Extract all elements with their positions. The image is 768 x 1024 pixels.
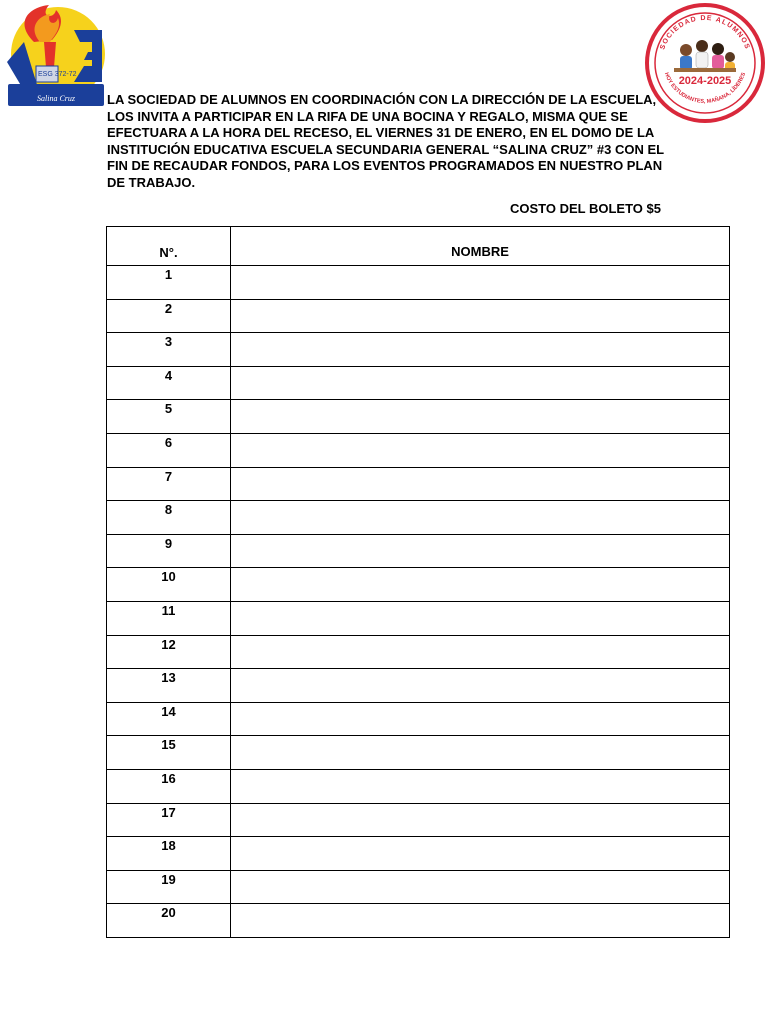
row-name-cell[interactable] xyxy=(231,299,730,333)
row-name-cell[interactable] xyxy=(231,870,730,904)
row-name-cell[interactable] xyxy=(231,769,730,803)
table-row xyxy=(107,669,730,703)
row-number: 14 xyxy=(107,702,231,736)
seal-ring-text: SOCIEDAD DE ALUMNOS xyxy=(659,14,751,51)
table-row xyxy=(107,736,730,770)
row-name-cell[interactable] xyxy=(231,333,730,367)
table-row xyxy=(107,467,730,501)
school-logo-code: ESG 372-72 xyxy=(38,71,77,78)
header-name: NOMBRE xyxy=(231,227,730,266)
table-row xyxy=(107,870,730,904)
row-number: 3 xyxy=(107,333,231,367)
row-number: 19 xyxy=(107,870,231,904)
row-number: 10 xyxy=(107,568,231,602)
row-number: 13 xyxy=(107,669,231,703)
row-number: 15 xyxy=(107,736,231,770)
raffle-table xyxy=(106,226,730,938)
table-row xyxy=(107,534,730,568)
row-number: 20 xyxy=(107,904,231,938)
row-number: 11 xyxy=(107,601,231,635)
table-header-row xyxy=(107,227,730,266)
row-name-cell[interactable] xyxy=(231,669,730,703)
row-number: 6 xyxy=(107,433,231,467)
table-row xyxy=(107,299,730,333)
row-number: 17 xyxy=(107,803,231,837)
school-logo-city: Salina Cruz xyxy=(37,94,76,103)
table-row xyxy=(107,501,730,535)
table-row xyxy=(107,769,730,803)
row-name-cell[interactable] xyxy=(231,366,730,400)
table-row xyxy=(107,433,730,467)
row-name-cell[interactable] xyxy=(231,534,730,568)
row-name-cell[interactable] xyxy=(231,702,730,736)
row-name-cell[interactable] xyxy=(231,467,730,501)
table-row xyxy=(107,837,730,871)
row-number: 5 xyxy=(107,400,231,434)
table-row xyxy=(107,333,730,367)
table-row xyxy=(107,366,730,400)
seal-years: 2024-2025 xyxy=(678,75,732,87)
row-name-cell[interactable] xyxy=(231,803,730,837)
table-row xyxy=(107,568,730,602)
row-name-cell[interactable] xyxy=(231,501,730,535)
row-number: 8 xyxy=(107,501,231,535)
row-name-cell[interactable] xyxy=(231,433,730,467)
row-name-cell[interactable] xyxy=(231,736,730,770)
row-number: 4 xyxy=(107,366,231,400)
table-row xyxy=(107,266,730,300)
table-row xyxy=(107,601,730,635)
row-number: 16 xyxy=(107,769,231,803)
row-number: 12 xyxy=(107,635,231,669)
table-row xyxy=(107,904,730,938)
row-name-cell[interactable] xyxy=(231,601,730,635)
table-row xyxy=(107,803,730,837)
invitation-text: LA SOCIEDAD DE ALUMNOS EN COORDINACIÓN CON LA DIRECCIÓN DE LA ESCUELA, LOS INVITA A PARTICIPAR EN LA RIFA DE UNA BOCINA Y REGALO, MISMA QUE SE EFECTUARA A LA HORA DEL RECESO, EL VIERNES 31 DE ENERO, EN EL DOMO DE LA INSTITUCIÓN EDUCATIVA ESCUELA SECUNDARIA GENERAL “SALINA CRUZ” #3 CON EL FIN DE RECAUDAR FONDOS, PARA LOS EVENTOS PROGRAMADOS EN NUESTRO PLAN DE TRABAJO. xyxy=(107,92,664,190)
row-number: 2 xyxy=(107,299,231,333)
row-name-cell[interactable] xyxy=(231,400,730,434)
table-row xyxy=(107,400,730,434)
seal-motto: HOY ESTUDIANTES, MAÑANA, LÍDERES xyxy=(662,71,748,105)
header-number: N°. xyxy=(107,227,231,266)
row-name-cell[interactable] xyxy=(231,635,730,669)
school-logo xyxy=(4,2,108,108)
row-number: 1 xyxy=(107,266,231,300)
row-name-cell[interactable] xyxy=(231,904,730,938)
row-name-cell[interactable] xyxy=(231,837,730,871)
row-name-cell[interactable] xyxy=(231,568,730,602)
table-row xyxy=(107,635,730,669)
row-name-cell[interactable] xyxy=(231,266,730,300)
row-number: 18 xyxy=(107,837,231,871)
row-number: 9 xyxy=(107,534,231,568)
table-row xyxy=(107,702,730,736)
row-number: 7 xyxy=(107,467,231,501)
ticket-cost: COSTO DEL BOLETO $5 xyxy=(510,201,661,216)
